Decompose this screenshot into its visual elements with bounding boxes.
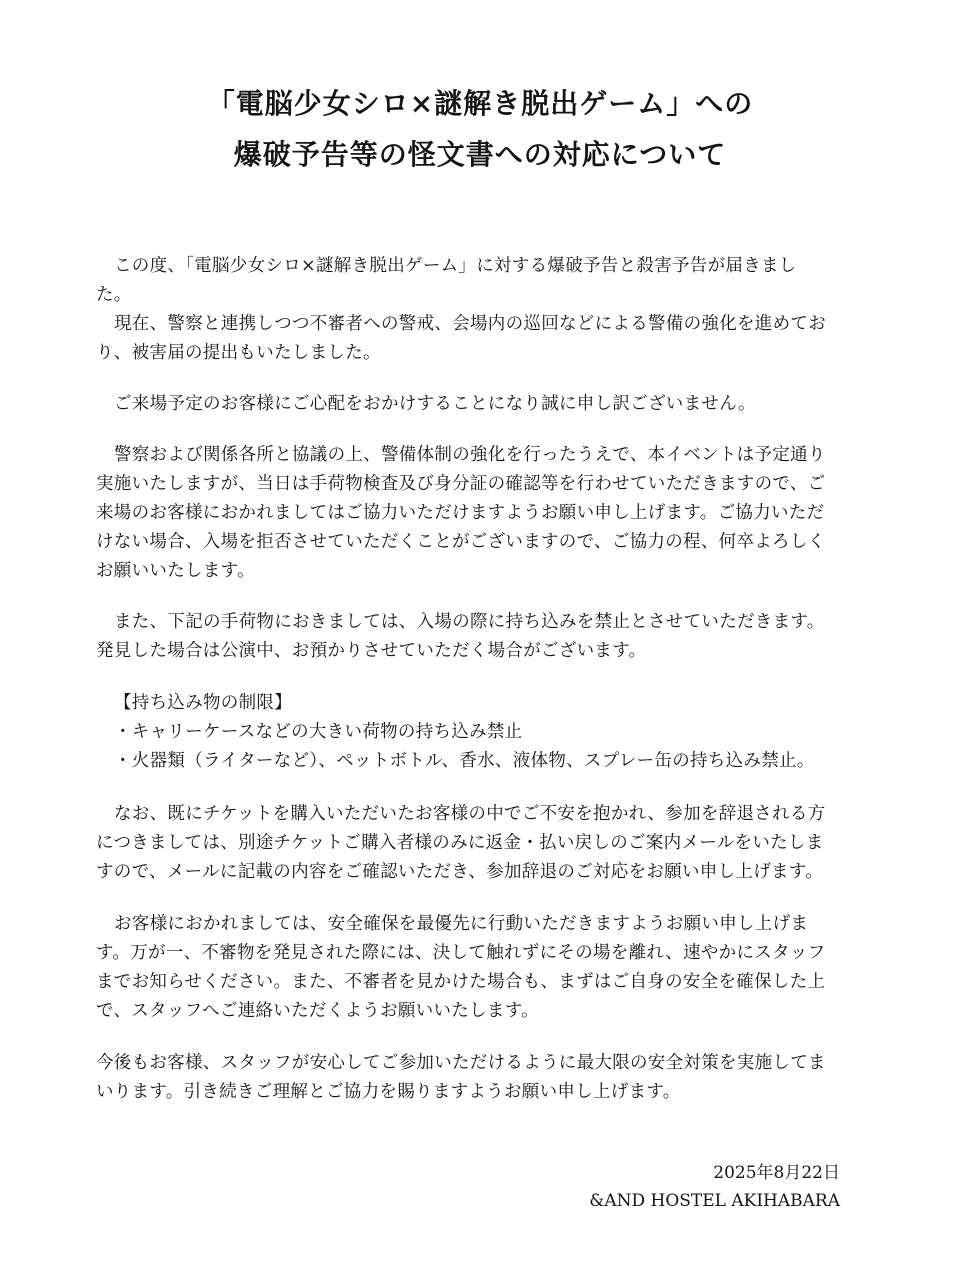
notice-title-line-1: 「電脳少女シロ×謎解き脱出ゲーム」への [206, 87, 754, 120]
paragraph-6-line-1: なお、既にチケットを購入いただいたお客様の中でご不安を抱かれ、参加を辞退される方 [114, 804, 826, 824]
paragraph-3-line-1: ご来場予定のお客様にご心配をおかけすることになり誠に申し訳ございません。 [114, 394, 756, 414]
paragraph-1-line-1: この度、「電脳少女シロ×謎解き脱出ゲーム」に対する爆破予告と殺害予告が届きまし [114, 256, 797, 276]
paragraph-4-line-5: お願いいたします。 [96, 561, 255, 581]
paragraph-2-line-1: 現在、警察と連携しつつ不審者への警戒、会場内の巡回などによる警備の強化を進めてお [114, 314, 826, 334]
paragraph-8-line-2: いります。引き続きご理解とご協力を賜りますようお願い申し上げます。 [96, 1082, 681, 1102]
paragraph-4-line-1: 警察および関係各所と協議の上、警備体制の強化を行ったうえで、本イベントは予定通り [114, 445, 826, 465]
paragraph-2-line-2: り、被害届の提出もいたしました。 [96, 343, 381, 363]
paragraph-7-line-2: す。万が一、不審物を発見された際には、決して触れずにその場を離れ、速やかにスタッフ [96, 943, 826, 963]
signature-date: 2025年8月22日 [713, 1163, 840, 1183]
paragraph-6-line-2: につきましては、別途チケットご購入者様のみに返金・払い戻しのご案内メールをいたしま [96, 833, 824, 853]
paragraph-7-line-4: で、スタッフへご連絡いただくようお願いいたします。 [96, 1001, 539, 1021]
paragraph-8-line-1: 今後もお客様、スタッフが安心してご参加いただけるように最大限の安全対策を実施してま [96, 1053, 826, 1073]
restriction-item-2: ・火器類（ライターなど）、ペットボトル、香水、液体物、スプレー缶の持ち込み禁止。 [114, 751, 815, 771]
paragraph-1-line-2: た。 [96, 285, 132, 305]
restrictions-heading: 【持ち込み物の制限】 [114, 693, 292, 713]
paragraph-5-line-1: また、下記の手荷物におきましては、入場の際に持ち込みを禁止とさせていただきます。 [114, 612, 825, 632]
restriction-item-1: ・キャリーケースなどの大きい荷物の持ち込み禁止 [114, 722, 523, 742]
paragraph-4-line-3: 来場のお客様におかれましてはご協力いただけますようお願い申し上げます。ご協力いただ [96, 503, 825, 523]
paragraph-6-line-3: すので、メールに記載の内容をご確認いただき、参加辞退のご対応をお願い申し上げます。 [96, 862, 823, 882]
notice-title-line-2: 爆破予告等の怪文書への対応について [233, 138, 727, 171]
paragraph-4-line-2: 実施いたしますが、当日は手荷物検査及び身分証の確認等を行わせていただきますので、ご [96, 474, 826, 494]
paragraph-5-line-2: 発見した場合は公演中、お預かりさせていただく場合がございます。 [96, 641, 647, 661]
paragraph-7-line-1: お客様におかれましては、安全確保を最優先に行動いただきますようお願い申し上げま [114, 914, 809, 934]
paragraph-7-line-3: までお知らせください。また、不審者を見かけた場合も、まずはご自身の安全を確保した上 [96, 972, 826, 992]
signature-organization: &AND HOSTEL AKIHABARA [589, 1191, 840, 1211]
paragraph-4-line-4: けない場合、入場を拒否させていただくことがございますので、ご協力の程、何卒よろしく [96, 532, 826, 552]
